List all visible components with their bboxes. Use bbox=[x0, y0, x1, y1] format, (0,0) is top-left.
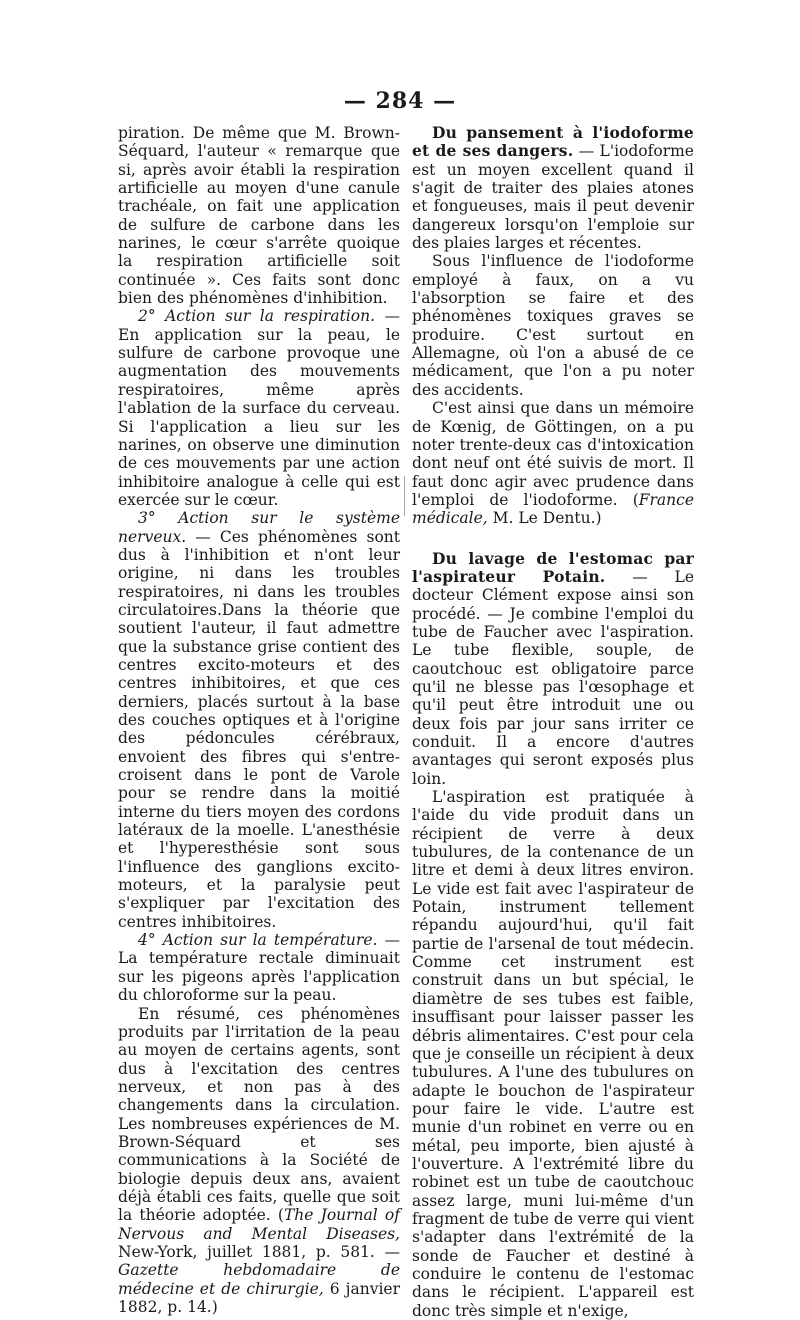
text-iodoform-intro: — L'iodoforme est un moyen excellent quand il s'agit de traiter des plaies atones et fongueuses, mais il peut devenir dangereux lorsqu'on l'emploie sur des plaies larges et récentes. bbox=[412, 142, 694, 253]
text-citation-date: 6 janvier 1882, p. 14.) bbox=[118, 1279, 400, 1316]
paragraph-summary bbox=[118, 1005, 400, 1317]
citation-journal: The Journal of Nervous and Mental Diseases, bbox=[118, 1206, 400, 1243]
section-gap bbox=[412, 528, 694, 550]
heading-nervous-system: 3° Action sur le système nerveux. bbox=[118, 509, 400, 546]
page-number: — 284 — bbox=[343, 88, 457, 114]
text-summary: En résumé, ces phénomènes produits par l'irritation de la peau au moyen de certains agents, sont dus à l'excitation des centres nerveux, et non pas à des changements dans la circulation. Les nombreuses expériences de M. Brown-Séquard et ses communications à la Société de biologie depuis deux ans, avaient déjà établi ces faits, quelle que soit la théorie adoptée. ( bbox=[118, 1004, 400, 1225]
left-column bbox=[118, 124, 400, 1316]
text-iodoform-koenig: C'est ainsi que dans un mémoire de Kœnig, de Göttingen, on a pu noter trente-deux cas d'intoxication dont neuf ont été suivis de mort. Il faut donc agir avec prudence dans l'emploi de l'iodoforme. ( bbox=[412, 399, 694, 509]
paragraph-temperature bbox=[118, 931, 400, 1004]
paragraph-iodoform-influence: Sous l'influence de l'iodoforme employé à faux, on a vu l'absorption se faire et des phénomènes toxiques graves se produire. C'est surtout en Allemagne, où l'on a abusé de ce médicament, que l'on a pu noter des accidents. bbox=[412, 252, 694, 399]
column-rule bbox=[404, 476, 405, 516]
paragraph-iodoform-intro bbox=[412, 124, 694, 252]
paragraph-lavage-intro bbox=[412, 550, 694, 788]
heading-respiration: 2° Action sur la respiration. — bbox=[138, 307, 400, 326]
paragraph-iodoform-koenig bbox=[412, 399, 694, 527]
text-citation-author: M. Le Dentu.) bbox=[487, 509, 602, 528]
right-column bbox=[412, 124, 694, 1320]
citation-france-medicale: France médicale, bbox=[412, 490, 694, 528]
text-lavage-intro: — Le docteur Clément expose ainsi son procédé. — Je combine l'emploi du tube de Faucher avec l'aspiration. Le tube flexible, souple, de caoutchouc est obligatoire parce qu'il ne blesse pas l'œsophage et qu'il peut être introduit une ou deux fois par jour sans irriter ce conduit. Il a encore d'autres avantages qui seront exposés plus loin. bbox=[412, 567, 694, 788]
text-citation-location: New-York, juillet 1881, p. 581. — bbox=[118, 1242, 400, 1261]
paragraph-respiration bbox=[118, 307, 400, 509]
citation-gazette: Gazette hebdomadaire de médecine et de chirurgie, bbox=[118, 1261, 400, 1298]
section-title-iodoform: Du pansement à l'iodoforme et de ses dangers. bbox=[412, 123, 694, 161]
text-temperature: La température rectale diminuait sur les pigeons après l'application du chloroforme sur la peau. bbox=[118, 949, 400, 1005]
paragraph-nervous-system bbox=[118, 509, 400, 931]
section-title-lavage: Du lavage de l'estomac par l'aspirateur Potain. bbox=[412, 548, 694, 586]
text-nervous-system: — Ces phénomènes sont dus à l'inhibition et n'ont leur origine, ni dans les troubles respiratoires, ni dans les troubles circulatoires.Dans la théorie que soutient l'auteur, il faut admettre que la substance grise contient des centres excito-moteurs et des centres inhibitoires, et que ces derniers, placés surtout à la base des couches optiques et à l'origine des pédoncules cérébraux, envoient des fibres qui s'entre-croisent dans le pont de Varole pour se rendre dans la moitié interne du tiers moyen des cordons latéraux de la moelle. L'anesthésie et l'hyperesthésie sont sous l'influence des ganglions excito-moteurs, et la paralysie peut s'expliquer par l'excitation des centres inhibitoires. bbox=[118, 527, 400, 931]
heading-temperature: 4° Action sur la température. — bbox=[138, 931, 400, 950]
paragraph-lavage-aspiration: L'aspiration est pratiquée à l'aide du vide produit dans un récipient de verre à deux tubulures, de la contenance de un litre et demi à deux litres environ. Le vide est fait avec l'aspirateur de Potain, instrument tellement répandu aujourd'hui, qu'il fait partie de l'arsenal de tout médecin. Comme cet instrument est construit dans un but spécial, le diamètre de ses tubes est faible, insuffisant pour laisser passer les débris alimentaires. C'est pour cela que je conseille un récipient à deux tubulures. A l'une des tubulures on adapte le bouchon de l'aspirateur pour faire le vide. L'autre est munie d'un robinet en verre ou en métal, peu importe, bien ajusté à l'ouverture. A l'extrémité libre du robinet est un tube de caoutchouc assez large, muni lui-même d'un fragment de tube de verre qui vient s'adapter dans l'extrémité de la sonde de Faucher et destiné à conduire le contenu de l'estomac dans le récipient. L'appareil est donc très simple et n'exige, bbox=[412, 788, 694, 1320]
text-respiration: En application sur la peau, le sulfure de carbone provoque une augmentation des mouvements respiratoires, même après l'ablation de la surface du cerveau. Si l'application a lieu sur les narines, on observe une diminution de ces mouvements par une action inhibitoire analogue à celle qui est exercée sur le cœur. bbox=[118, 325, 400, 509]
paragraph-inhibition: piration. De même que M. Brown-Séquard, l'auteur « remarque que si, après avoir établi la respiration artificielle au moyen d'une canule trachéale, on fait une application de sulfure de carbone dans les narines, le cœur s'arrête quoique la respiration artificielle soit continuée ». Ces faits sont donc bien des phénomènes d'inhibition. bbox=[118, 124, 400, 308]
